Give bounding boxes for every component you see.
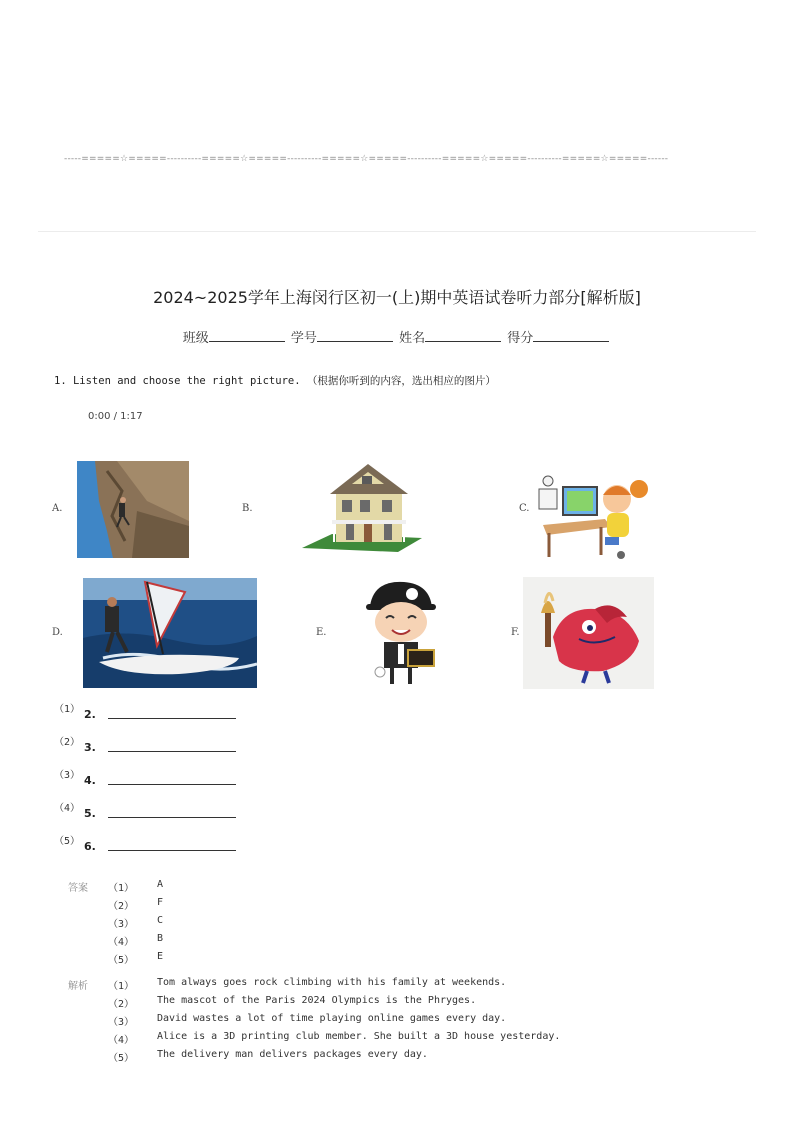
field-blank-class bbox=[209, 329, 285, 342]
field-label-score: 得分 bbox=[507, 331, 534, 346]
blank-question-number: 4. bbox=[84, 774, 96, 787]
analysis-text: Alice is a 3D printing club member. She built a 3D house yesterday. bbox=[157, 1031, 561, 1042]
blank-line[interactable] bbox=[108, 850, 236, 851]
blank-question-number: 2. bbox=[84, 708, 96, 721]
audio-player-time[interactable]: 0:00 / 1:17 bbox=[88, 411, 143, 422]
header-rule bbox=[38, 231, 756, 232]
analysis-tag: 解析 bbox=[68, 981, 88, 992]
analysis-text: Tom always goes rock climbing with his family at weekends. bbox=[157, 977, 507, 988]
analysis-num: （3） bbox=[108, 1017, 135, 1028]
answer-value: A bbox=[157, 879, 164, 890]
answer-value: F bbox=[157, 897, 164, 908]
field-label-id: 学号 bbox=[290, 331, 317, 346]
answer-num: （1） bbox=[108, 883, 135, 894]
analysis-num: （4） bbox=[108, 1035, 135, 1046]
analysis-text: The delivery man delivers packages every day. bbox=[157, 1049, 428, 1060]
answer-num: （4） bbox=[108, 937, 135, 948]
analysis-num: （1） bbox=[108, 981, 135, 992]
answer-num: （5） bbox=[108, 955, 135, 966]
option-label-c: C. bbox=[519, 503, 530, 514]
blank-line[interactable] bbox=[108, 784, 236, 785]
blank-question-number: 3. bbox=[84, 741, 96, 754]
blank-line[interactable] bbox=[108, 817, 236, 818]
analysis-num: （5） bbox=[108, 1053, 135, 1064]
option-label-f: F. bbox=[511, 627, 520, 638]
blank-question-number: 6. bbox=[84, 840, 96, 853]
field-blank-id bbox=[317, 329, 393, 342]
field-label-name: 姓名 bbox=[399, 331, 426, 346]
option-label-e: E. bbox=[316, 627, 327, 638]
analysis-text: David wastes a lot of time playing online games every day. bbox=[157, 1013, 507, 1024]
student-info-line bbox=[0, 327, 794, 346]
blank-number: （1） bbox=[54, 704, 81, 715]
blank-number: （3） bbox=[54, 770, 81, 781]
phryge-mascot bbox=[523, 577, 654, 689]
windsurfing-photo bbox=[83, 578, 257, 688]
child-at-computer-cartoon bbox=[535, 475, 653, 561]
field-blank-score bbox=[533, 329, 609, 342]
analysis-num: （2） bbox=[108, 999, 135, 1010]
field-blank-name bbox=[425, 329, 501, 342]
option-label-d: D. bbox=[52, 627, 63, 638]
question-prompt: 1. Listen and choose the right picture. （根据你听到的内容，选出相应的图片） bbox=[54, 375, 496, 387]
blank-question-number: 5. bbox=[84, 807, 96, 820]
answer-value: C bbox=[157, 915, 164, 926]
page-title: 2024~2025学年上海闵行区初一(上)期中英语试卷听力部分[解析版] bbox=[153, 288, 641, 307]
answer-tag: 答案 bbox=[68, 883, 88, 894]
rock-climbing-photo bbox=[77, 461, 189, 558]
blank-number: （2） bbox=[54, 737, 81, 748]
blank-number: （5） bbox=[54, 836, 81, 847]
blank-line[interactable] bbox=[108, 718, 236, 719]
analysis-text: The mascot of the Paris 2024 Olympics is the Phryges. bbox=[157, 995, 477, 1006]
answer-value: E bbox=[157, 951, 164, 962]
answer-num: （3） bbox=[108, 919, 135, 930]
blank-line[interactable] bbox=[108, 751, 236, 752]
blank-number: （4） bbox=[54, 803, 81, 814]
field-label-class: 班级 bbox=[182, 331, 209, 346]
option-label-b: B. bbox=[242, 503, 253, 514]
house-model bbox=[302, 460, 424, 554]
answer-value: B bbox=[157, 933, 164, 944]
header-divider: -----=====☆=====----------=====☆=====----------=====☆=====----------=====☆=====----------=====☆=====------ bbox=[64, 154, 669, 164]
option-label-a: A. bbox=[52, 503, 63, 514]
delivery-man-cartoon bbox=[364, 578, 438, 686]
answer-num: （2） bbox=[108, 901, 135, 912]
